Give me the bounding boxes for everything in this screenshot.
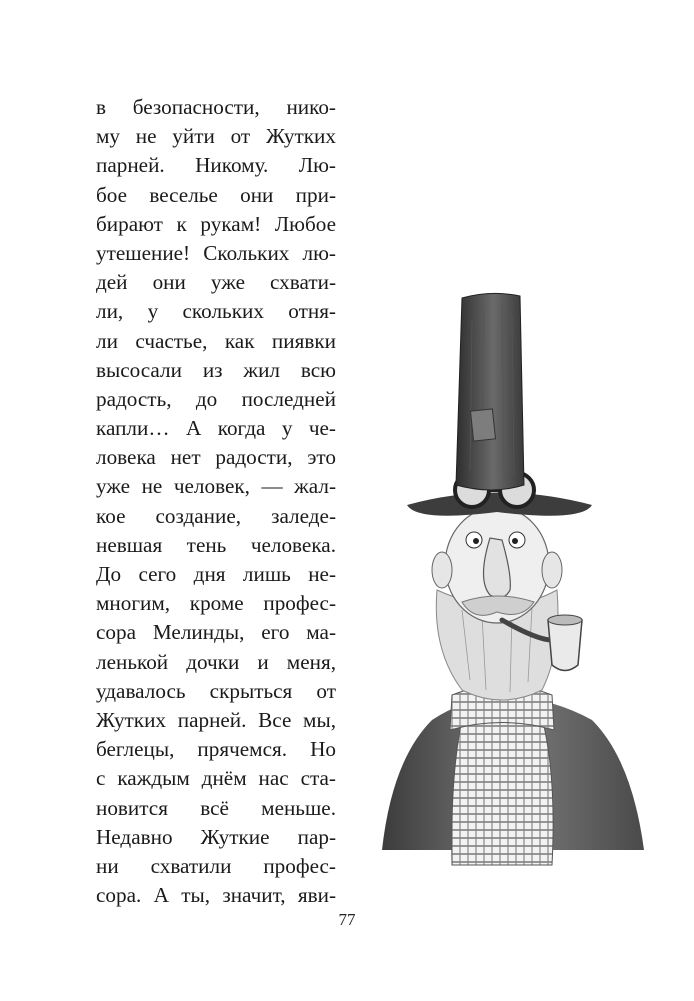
text-line: уже не человек, — жал-	[96, 474, 336, 499]
plaid-shirt	[452, 703, 553, 866]
text-line: многим, кроме профес-	[96, 591, 336, 616]
pipe-bowl	[548, 620, 582, 671]
text-line: дей они уже схвати-	[96, 270, 336, 295]
text-line: кое создание, заледе-	[96, 503, 336, 528]
text-line: бое веселье они при-	[96, 182, 336, 207]
text-line: парней. Никому. Лю-	[96, 153, 336, 178]
body-text	[96, 93, 336, 910]
text-line: ли, у скольких отня-	[96, 299, 336, 324]
text-line: беглецы, прячемся. Но	[96, 737, 336, 762]
text-line: высосали из жил всю	[96, 357, 336, 382]
page-number: 77	[338, 910, 356, 929]
text-line: ли счастье, как пиявки	[96, 328, 336, 353]
text-line: утешение! Скольких лю-	[96, 240, 336, 265]
text-line: с каждым днём нас ста-	[96, 766, 336, 791]
text-line: ловека нет радости, это	[96, 445, 336, 470]
hat-patch	[470, 409, 495, 441]
text-line: Недавно Жуткие пар-	[96, 824, 336, 849]
old-man-tall-hat-illustration	[352, 290, 672, 880]
text-line: новится всё меньше.	[96, 795, 336, 820]
text-line: сора Мелинды, его ма-	[96, 620, 336, 645]
text-line: в безопасности, нико-	[96, 95, 336, 119]
text-line: удавалось скрыться от	[96, 678, 336, 703]
text-line: му не уйти от Жутких	[96, 124, 336, 149]
text-line: До сего дня лишь не-	[96, 562, 336, 586]
text-line: ни схватили профес-	[96, 853, 336, 878]
text-line: бирают к рукам! Любое	[96, 211, 336, 236]
text-line: ленькой дочки и меня,	[96, 649, 336, 674]
text-line: радость, до последней	[96, 386, 336, 411]
text-line: Жутких парней. Все мы,	[96, 707, 336, 732]
text-line: сора. А ты, значит, яви-	[96, 883, 336, 908]
text-line: невшая тень человека.	[96, 532, 336, 557]
text-line: капли… А когда у че-	[96, 416, 336, 441]
